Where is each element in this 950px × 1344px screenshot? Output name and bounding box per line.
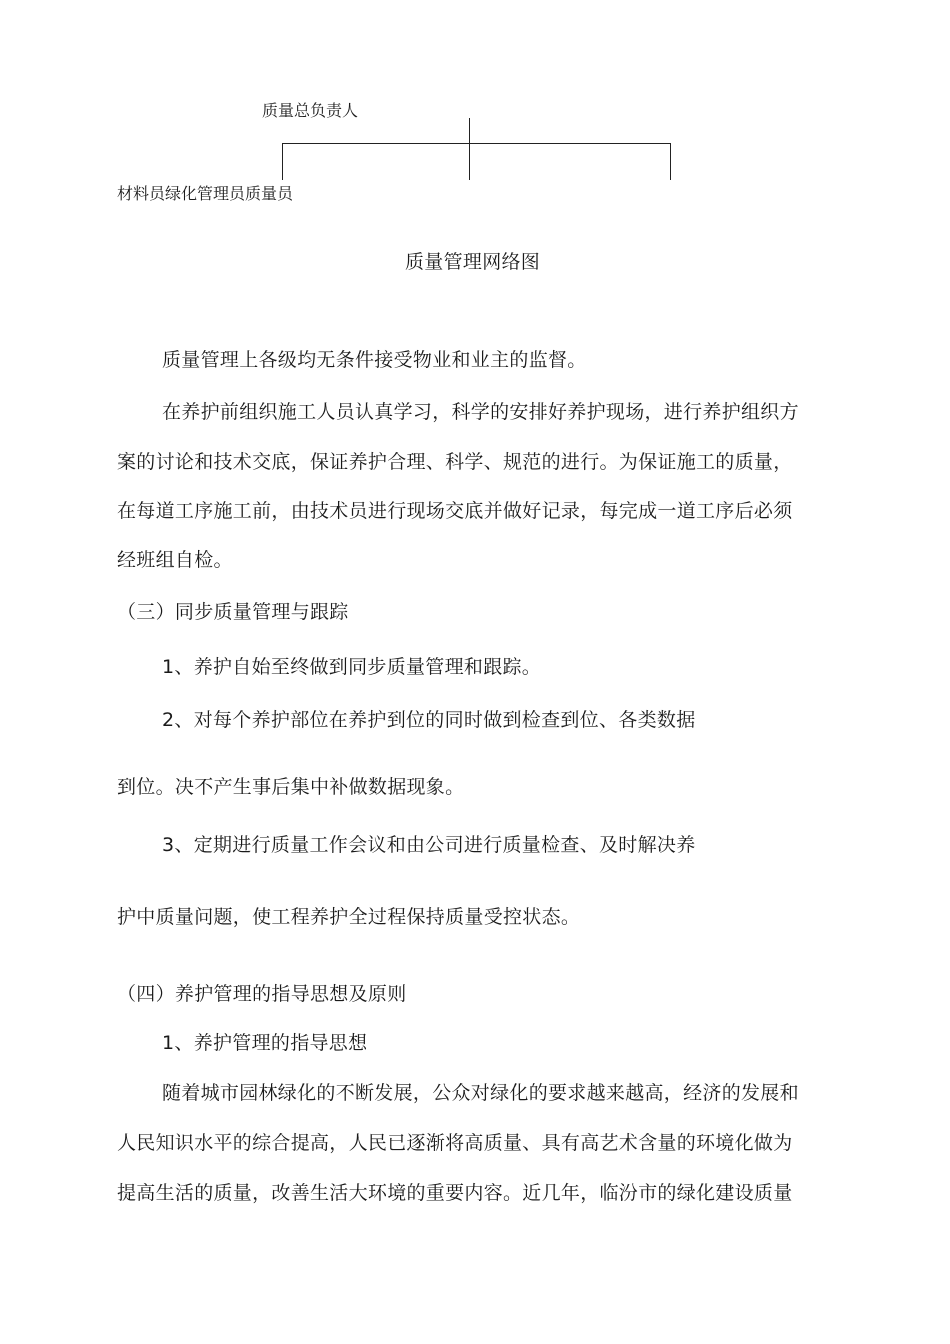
- paragraph-line: 案的讨论和技术交底，保证养护合理、科学、规范的进行。为保证施工的质量，: [117, 451, 793, 473]
- org-chart-vertical-center-line: [469, 118, 470, 180]
- paragraph-line: 质量管理上各级均无条件接受物业和业主的监督。: [162, 349, 587, 371]
- list-item: 1、养护自始至终做到同步质量管理和跟踪。: [162, 656, 542, 678]
- section-heading: （三）同步质量管理与跟踪: [117, 601, 349, 623]
- org-chart-top-node: 质量总负责人: [262, 101, 359, 120]
- org-chart-horizontal-line: [282, 143, 671, 144]
- paragraph-line: 经班组自检。: [117, 549, 233, 571]
- list-item: 3、定期进行质量工作会议和由公司进行质量检查、及时解决养: [162, 834, 696, 856]
- paragraph-line: 随着城市园林绿化的不断发展，公众对绿化的要求越来越高，经济的发展和: [162, 1082, 799, 1104]
- paragraph-line: 在养护前组织施工人员认真学习，科学的安排好养护现场，进行养护组织方: [162, 401, 799, 423]
- paragraph-line: 人民知识水平的综合提高，人民已逐渐将高质量、具有高艺术含量的环境化做为: [117, 1132, 793, 1154]
- list-item-continuation: 护中质量问题，使工程养护全过程保持质量受控状态。: [117, 906, 581, 928]
- list-item-continuation: 到位。决不产生事后集中补做数据现象。: [117, 776, 465, 798]
- chart-caption: 质量管理网络图: [405, 251, 541, 273]
- paragraph-line: 提高生活的质量，改善生活大环境的重要内容。近几年，临汾市的绿化建设质量: [117, 1182, 793, 1204]
- org-chart-right-branch: [670, 143, 671, 180]
- section-heading: （四）养护管理的指导思想及原则: [117, 983, 407, 1005]
- org-chart-bottom-nodes: 材料员绿化管理员质量员: [117, 184, 294, 203]
- subsection-heading: 1、养护管理的指导思想: [162, 1032, 368, 1054]
- paragraph-line: 在每道工序施工前，由技术员进行现场交底并做好记录，每完成一道工序后必须: [117, 500, 793, 522]
- list-item: 2、对每个养护部位在养护到位的同时做到检查到位、各类数据: [162, 709, 696, 731]
- org-chart-left-branch: [282, 143, 283, 180]
